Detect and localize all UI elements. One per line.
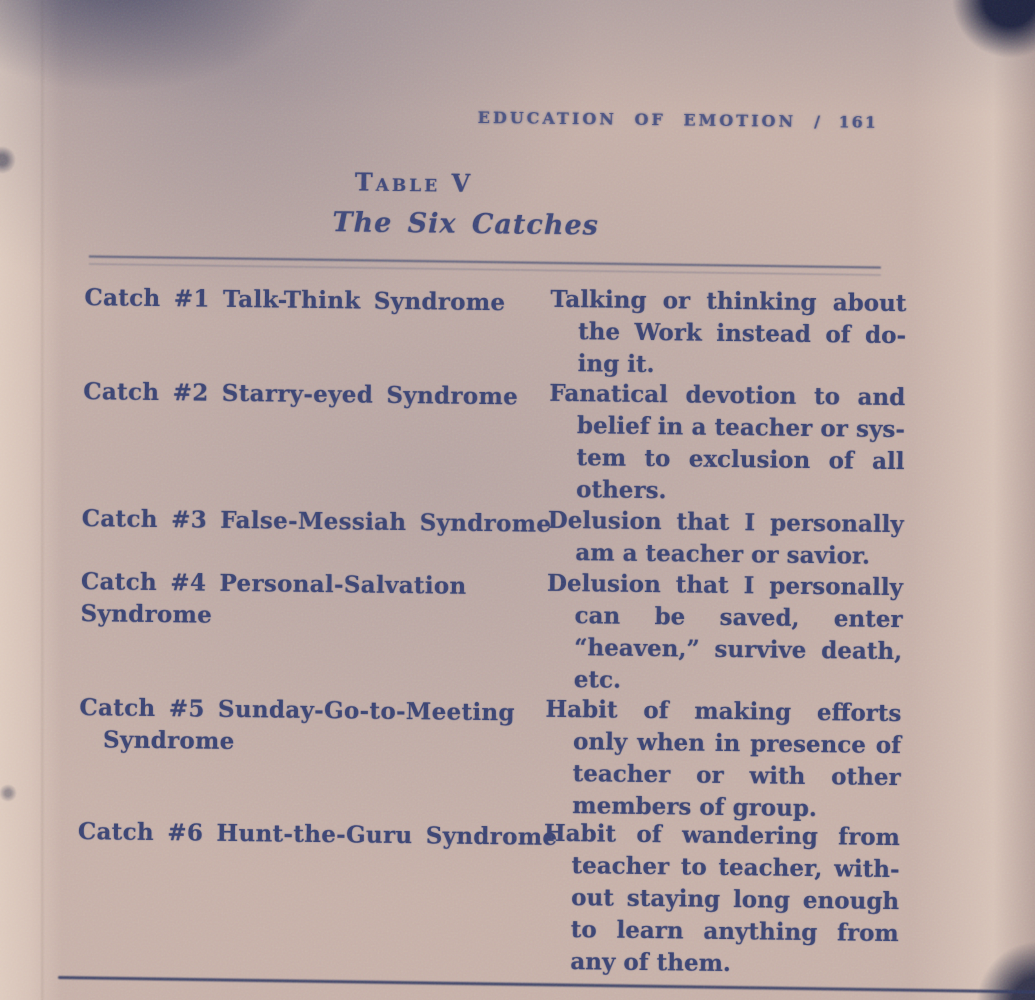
description-line: Delusion that I personally	[546, 569, 904, 602]
description-line: others.	[575, 476, 667, 505]
catch-description	[547, 505, 904, 573]
catch-name	[78, 816, 558, 854]
catch-name-line: Catch #5 Sunday-Go-to-Meeting	[79, 694, 516, 727]
page-number: / 161	[814, 112, 879, 132]
catch-name	[84, 282, 564, 320]
header-rule	[89, 255, 881, 275]
catch-name-line: Catch #6 Hunt-the-Guru Syndrome	[77, 818, 558, 851]
description-line: “heaven,” survive death,	[574, 634, 903, 666]
description-line: can be saved, enter	[574, 602, 903, 634]
table-row	[9, 281, 1035, 379]
description-line: Habit of wandering from	[543, 819, 901, 852]
description-line: members of group.	[572, 792, 818, 823]
description-line: belief in a teacher or sys-	[576, 412, 906, 444]
description-line: Delusion that I personally	[547, 506, 904, 539]
catch-name	[83, 376, 563, 414]
description-line: am a teacher or savior.	[575, 539, 871, 570]
running-title: EDUCATION OF EMOTION	[477, 107, 797, 131]
catch-name	[80, 566, 561, 636]
description-line: out staying long enough	[571, 884, 900, 916]
running-header	[478, 108, 878, 132]
catch-name-line: Catch #1 Talk-Think Syndrome	[84, 284, 506, 317]
description-line: teacher to teacher, with-	[571, 852, 900, 884]
description-line: teacher or with other	[572, 760, 901, 792]
description-line: ing it.	[577, 350, 655, 379]
catch-name-line: Syndrome	[102, 726, 235, 755]
table-label: Table V	[354, 167, 474, 198]
catch-name	[79, 692, 560, 762]
catch-name-line: Catch #2 Starry-eyed Syndrome	[83, 378, 519, 411]
description-line: etc.	[573, 666, 622, 694]
description-line: Habit of making efforts	[545, 695, 902, 728]
description-line: the Work instead of do-	[577, 318, 907, 350]
description-line: only when in presence of	[572, 728, 902, 760]
catch-name	[82, 503, 562, 541]
catch-description	[544, 694, 902, 826]
description-line: Talking or thinking about	[550, 285, 907, 318]
catch-description	[548, 378, 906, 510]
catch-description	[546, 568, 904, 700]
catch-name-line: Catch #3 False-Messiah Syndrome	[81, 505, 552, 538]
catch-description	[542, 818, 900, 982]
table-title: The Six Catches	[332, 207, 600, 242]
description-line: to learn anything from	[570, 916, 899, 948]
catch-name-line: Catch #4 Personal-Salvation Syndrome	[80, 568, 467, 629]
description-line: tem to exclusion of all	[576, 444, 905, 476]
description-line: Fanatical devotion to and	[549, 379, 906, 412]
description-line: any of them.	[570, 948, 732, 978]
catch-description	[549, 284, 906, 384]
